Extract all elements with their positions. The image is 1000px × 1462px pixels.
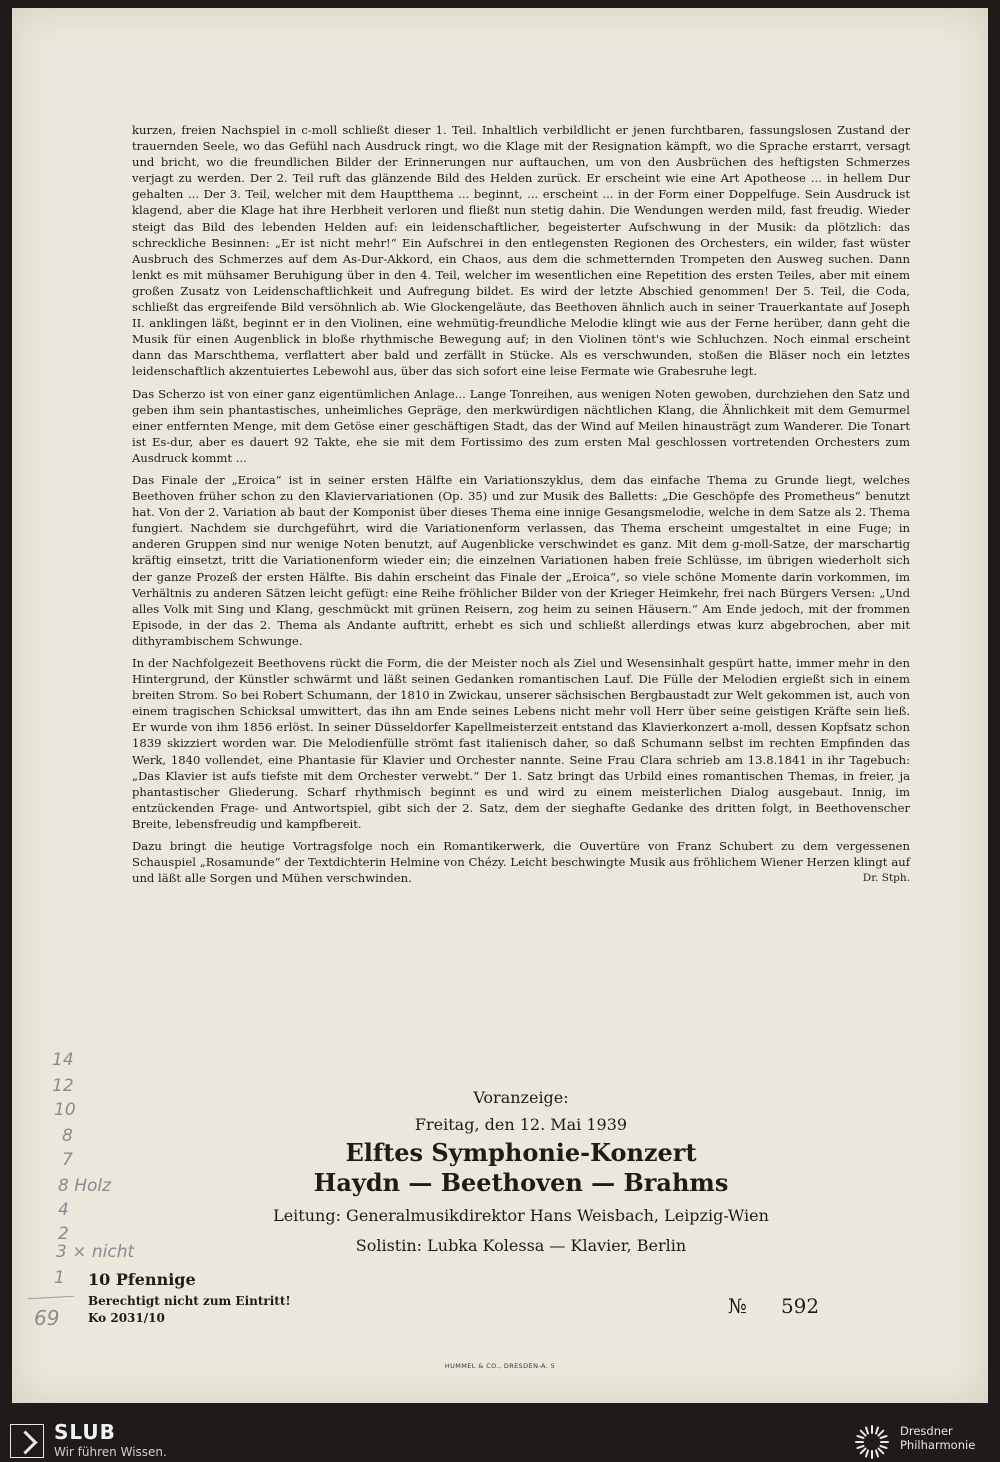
philharmonie-logo-icon[interactable] — [852, 1422, 892, 1462]
price-note: Berechtigt nicht zum Eintritt! — [88, 1294, 291, 1308]
pencil-note: 8 Holz — [58, 1176, 112, 1196]
pencil-note: 2 — [58, 1224, 69, 1244]
printer-imprint: HUMMEL & CO., DRESDEN-A. 5 — [444, 1362, 556, 1370]
announcement-composers: Haydn — Beethoven — Brahms — [313, 1168, 729, 1197]
numero-sign: № — [728, 1294, 747, 1318]
pencil-note: 7 — [62, 1150, 73, 1170]
philharmonie-name[interactable] — [900, 1424, 975, 1452]
pencil-total: 69 — [34, 1306, 60, 1330]
announcement-date: Freitag, den 12. Mai 1939 — [414, 1115, 628, 1134]
philharmonie-name-line2: Philharmonie — [900, 1438, 976, 1452]
pencil-note: 3 × nicht — [56, 1242, 135, 1262]
show-through-text — [392, 78, 812, 122]
paragraph-finale: Das Finale der „Eroica“ ist in seiner ersten Hälfte ein Variationszyklus, dem das einfache Thema zu Grunde liegt, welches Beethoven früher schon zu den Klaviervariationen (Op. 35) und zur Musik des Balletts: „Die Geschöpfe des Prometheus“ benutzt hat. Von der 2. Variation ab baut der Komponist über dieses Thema eine innige Gesangsmelodie, welche in dem Satze als 2. Thema fungiert. Nachdem sie durchgeführt, wird die Variationenform verlassen, das Thema erscheint umgestaltet in eine Fuge; in anderen Gruppen sind nur wenige Noten benutzt, auf Augenblicke verschwindet es ganz. Mit dem g-moll-Satze, der marschartig kräftig einsetzt, tritt die Variationenform wieder ein; die einzelnen Variationen haben freie Schlüsse, im übrigen wiederholt sich der ganze Prozeß der ersten Hälfte. Bis dahin erscheint das Finale der „Eroica“, so viele schöne Momente darin vorkommen, im Verhältnis zu anderen Sätzen leicht gefügt: eine Reihe fröhlicher Bilder von der Krieger Heimkehr, frei nach Bürgers Versen: „Und alles Volk mit Sing und Klang, geschmückt mit grünen Reisern, zog heim zu seinen Häusern.“ Am Ende jedoch, mit der frommen Episode, in der das 2. Thema als Andante auftritt, erhebt es sich und schließt allerdings etwas kurz abgebrochen, aber mit dithyrambischem Schwunge. — [132, 472, 910, 648]
pencil-note: 14 — [52, 1050, 74, 1070]
price-amount: 10 Pfennige — [88, 1270, 196, 1289]
pencil-note: 8 — [62, 1126, 73, 1146]
paragraph-scherzo: Das Scherzo ist von einer ganz eigentümlichen Anlage... Lange Tonreihen, aus wenigen Noten gewoben, durchziehen den Satz und geben ihm sein phantastisches, unheimliches Gepräge, den merkwürdigen nächtlichen Klang, die Ähnlichkeit mit dem Gemurmel einer entfernten Menge, mit dem Getöse einer geschäftigen Stadt, das der Wind auf Meilen hinausträgt zum Wanderer. Die Tonart ist Es-dur, aber es dauert 92 Takte, ehe sie mit dem Fortissimo des zum ersten Mal geschlossen vortretenden Orchesters zum Ausdruck kommt ... — [132, 386, 910, 465]
concert-announcement — [132, 1088, 910, 1258]
paragraph-funeral-march: kurzen, freien Nachspiel in c-moll schließt dieser 1. Teil. Inhaltlich verbildlicht er jenen furchtbaren, fassungslosen Zustand der trauernden Seele, wo das Gefühl nach Ausdruck ringt, wo die Klage mit der Resignation kämpft, wo die Sprache erstarrt, versagt und bricht, wo die freundlichen Bilder der Erinnerungen nur auftauchen, um von den Ausbrüchen des heftigsten Schmerzes verjagt zu werden. Der 2. Teil ruft das glänzende Bild des Helden zurück. Er erscheint wie eine Art Apotheose ... in hellem Dur gehalten ... Der 3. Teil, welcher mit dem Hauptthema ... beginnt, ... erscheint ... in der Form einer Doppelfuge. Sein Ausdruck ist klagend, aber die Klage hat ihre Herbheit verloren und fließt nun stetig dahin. Die Wendungen werden mild, fast freudig. Wieder steigt das Bild des lebenden Helden auf: ein leidenschaftlicher, begeisterter Aufschwung in der Musik: da plötzlich: das schreckliche Besinnen: „Er ist nicht mehr!“ Ein Aufschrei in den entlegensten Regionen des Orchesters, ein wilder, fast wüster Ausbruch des Schmerzes auf dem As-Dur-Akkord, ein Chaos, aus dem die schmetternden Trompeten den Ausweg suchen. Dann lenkt es mit mühsamer Beruhigung über in den 4. Teil, welcher im wesentlichen eine Repetition des ersten Teiles, aber mit einem großen Zusatz von Leidenschaftlichkeit und Aufregung bildet. Es wird der letzte Abschied genommen! Der 5. Teil, die Coda, schließt das ergreifende Bild versöhnlich ab. Wie Glockengeläute, das Beethoven ähnlich auch in seiner Trauerkantate auf Joseph II. anklingen läßt, beginnt er in den Violinen, eine wehmütig-freundliche Melodie klingt wie aus der Ferne herüber, dann geht die Musik für einen Augenblick in bloße rhythmische Bewegung auf; in den Violinen tönt's wie Schluchzen. Noch einmal erscheint dann das Marschthema, verflattert aber bald und zerfällt in Stücke. Als es verschwunden, stoßen die Bläser noch ein letztes leidenschaftlich akzentuiertes Lebewohl aus, über das sich sofort eine leise Fermate wie Grabesruhe legt. — [132, 123, 910, 379]
paragraph-schubert-text: Dazu bringt die heutige Vortragsfolge noch ein Romantikerwerk, die Ouvertüre von Franz Schubert zu dem vergessenen Schauspiel „Rosamunde“ der Textdichterin Helmine von Chézy. Leicht beschwingte Musik aus fröhlichem Wiener Herzen klingt auf und läßt alle Sorgen und Mühen verschwinden. — [132, 839, 910, 886]
footer-bar — [0, 1410, 1000, 1462]
serial-value: 592 — [780, 1294, 820, 1318]
announcement-label: Voranzeige: — [473, 1088, 569, 1107]
print-code: Ko 2031/10 — [88, 1311, 165, 1325]
paragraph-schubert — [132, 838, 910, 886]
slub-name[interactable]: SLUB — [54, 1420, 116, 1444]
author-signature: Dr. Stph. — [862, 872, 910, 885]
announcement-conductor: Leitung: Generalmusikdirektor Hans Weisbach, Leipzig-Wien — [273, 1206, 769, 1225]
philharmonie-name-line1: Dresdner — [900, 1424, 953, 1438]
pencil-note: 12 — [52, 1076, 74, 1096]
paragraph-schumann: In der Nachfolgezeit Beethovens rückt die Form, die der Meister noch als Ziel und Wesensinhalt gespürt hatte, immer mehr in den Hintergrund, der Künstler schwärmt und läßt seinen Gedanken romantischen Lauf. Die Fülle der Melodien ergießt sich in einem breiten Strom. So bei Robert Schumann, der 1810 in Zwickau, unserer sächsischen Bergbaustadt zur Welt gekommen ist, auch von einem tragischen Schicksal umwittert, das ihn am Ende seines Lebens nicht mehr voll Herr über seine geistigen Kräfte sein ließ. Er wurde von ihm 1856 erlöst. In seiner Düsseldorfer Kapellmeisterzeit entstand das Klavierkonzert a-moll, dessen Kopfsatz schon 1839 skizziert worden war. Die Melodienfülle strömt fast italienisch daher, so daß Schumann selbst im rechten Empfinden das Werk, 1840 vollendet, eine Phantasie für Klavier und Orchester nannte. Seine Frau Clara schrieb am 13.8.1841 in ihr Tagebuch: „Das Klavier ist aufs tiefste mit dem Orchester verwebt.“ Der 1. Satz bringt das Urbild eines romantischen Themas, in freier, ja phantastischer Gliederung. Scharf rhythmisch beginnt es und wird zu einem meisterlichen Dialog ausgebaut. Innig, im entzückenden Frage- und Antwortspiel, gibt sich der 2. Satz, dem der sieghafte Gedanke des dritten folgt, in Beethovenscher Breite, lebensfreudig und kampfbereit. — [132, 656, 910, 831]
pencil-note: 1 — [54, 1268, 65, 1288]
price-block — [88, 1270, 291, 1325]
slub-tagline: Wir führen Wissen. — [54, 1445, 167, 1459]
pencil-note: 10 — [54, 1100, 76, 1120]
program-notes — [132, 122, 910, 892]
slub-logo-icon[interactable] — [10, 1424, 44, 1458]
pencil-note: 4 — [58, 1200, 69, 1220]
announcement-title: Elftes Symphonie-Konzert — [345, 1138, 697, 1167]
program-page — [12, 8, 988, 1403]
serial-number — [728, 1294, 819, 1318]
announcement-soloist: Solistin: Lubka Kolessa — Klavier, Berlin — [355, 1236, 687, 1255]
